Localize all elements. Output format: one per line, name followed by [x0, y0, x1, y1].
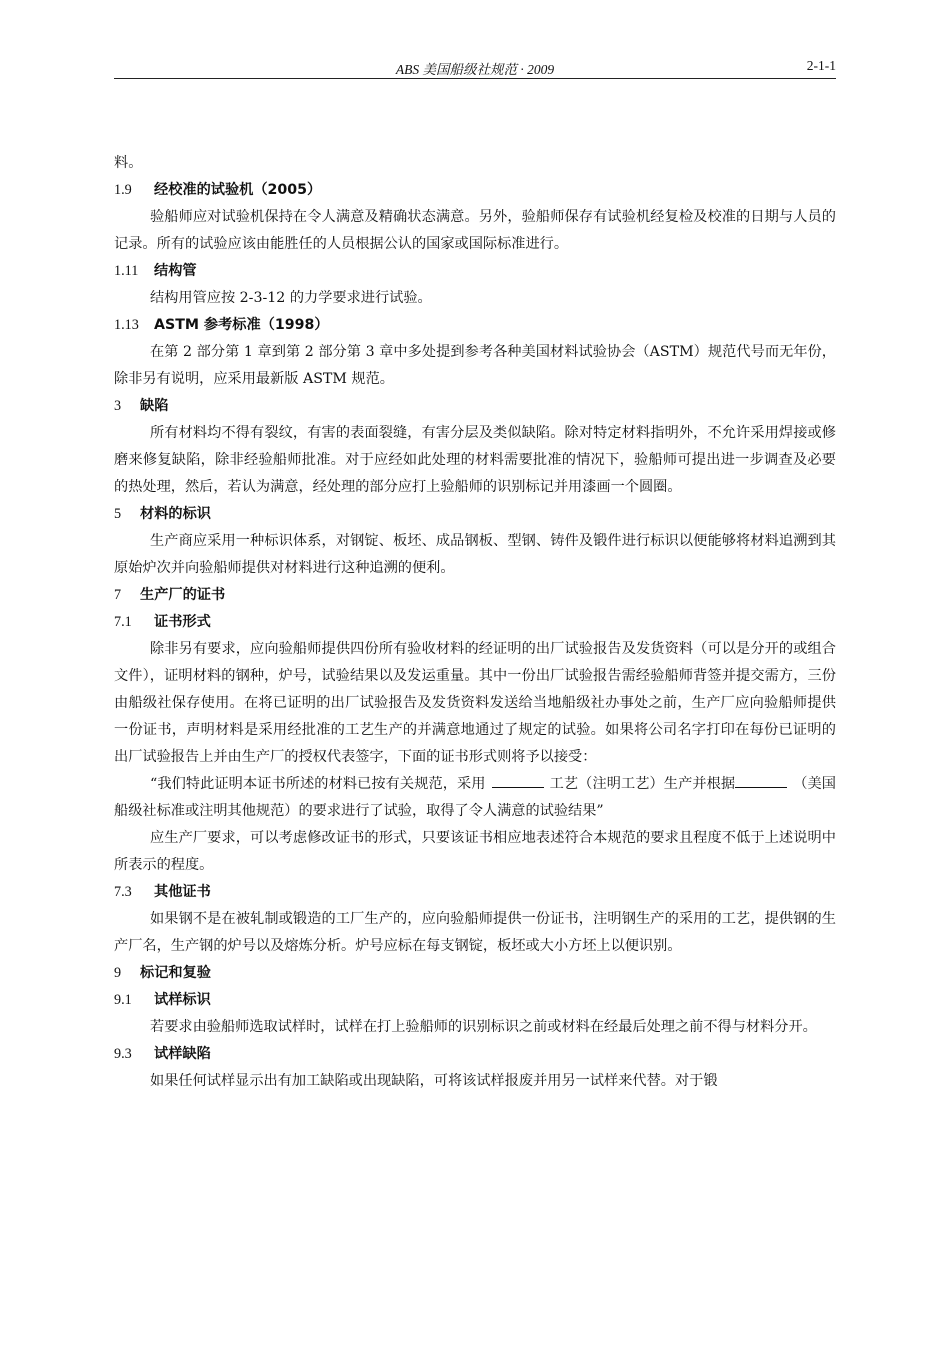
paragraph-5: 生产商应采用一种标识体系，对钢锭、板坯、成品钢板、型钢、铸件及锻件进行标识以便能够将材料追溯到其原始炉次并向验船师提供对材料进行这种追溯的便利。: [114, 533, 836, 576]
page-header: [114, 56, 836, 79]
header-title: ABS 美国船级社规范 · 2009: [395, 62, 555, 77]
paragraph-continuation: 料。: [114, 155, 143, 171]
section-heading-7: 7 生产厂的证书: [114, 587, 226, 603]
paragraph-3: 所有材料均不得有裂纹，有害的表面裂缝，有害分层及类似缺陷。除对特定材料指明外，不允许采用焊接或修磨来修复缺陷，除非经验船师批准。对于应经如此处理的材料需要批准的情况下，验船师可提出进一步调查及必要的热处理，然后，若认为满意，经处理的部分应打上验船师的识别标记并用漆画一个圆圈。: [114, 425, 836, 495]
section-heading-9-1: 9.1 试样标识: [114, 992, 211, 1008]
paragraph-1-9: 验船师应对试验机保持在令人满意及精确状态满意。另外，验船师保存有试验机经复检及校准的日期与人员的记录。所有的试验应该由能胜任的人员根据公认的国家或国际标准进行。: [114, 209, 836, 252]
document-body: [114, 150, 836, 1095]
section-heading-7-1: 7.1 证书形式: [114, 614, 211, 630]
paragraph-7-1: 除非另有要求，应向验船师提供四份所有验收材料的经证明的出厂试验报告及发货资料（可以是分开的或组合文件），证明材料的钢种，炉号，试验结果以及发运重量。其中一份出厂试验报告需经验船师背签并提交需方，三份由船级社保存使用。在将已证明的出厂试验报告及发货资料发送给当地船级社办事处之前，生产厂应向验船师提供一份证书，声明材料是采用经批准的工艺生产的并满意地通过了规定的试验。如果将公司名字打印在每份已证明的出厂试验报告上并由生产厂的授权代表签字，下面的证书形式则将予以接受：: [114, 641, 836, 765]
paragraph-9-1: 若要求由验船师选取试样时，试样在打上验船师的识别标识之前或材料在经最后处理之前不得与材料分开。: [150, 1019, 817, 1035]
section-heading-5: 5 材料的标识: [114, 506, 211, 522]
section-heading-1-11: 1.11 结构管: [114, 263, 197, 279]
paragraph-9-3: 如果任何试样显示出有加工缺陷或出现缺陷，可将该试样报废并用另一试样来代替。对于锻: [150, 1073, 718, 1089]
paragraph-7-1-b: 应生产厂要求，可以考虑修改证书的形式，只要该证书相应地表述符合本规范的要求且程度不低于上述说明中所表示的程度。: [114, 830, 836, 873]
page-number: 2-1-1: [806, 58, 836, 73]
section-heading-7-3: 7.3 其他证书: [114, 884, 211, 900]
certificate-quote: “我们特此证明本证书所述的材料已按有关规范，采用 工艺（注明工艺）生产并根据 （美国船级社标准或注明其他规范）的要求进行了试验，取得了令人满意的试验结果”: [114, 771, 836, 825]
paragraph-7-3: 如果钢不是在被轧制或锻造的工厂生产的，应向验船师提供一份证书，注明钢生产的采用的工艺，提供钢的生产厂名，生产钢的炉号以及熔炼分析。炉号应标在每支钢锭，板坯或大小方坯上以便识别。: [114, 911, 836, 954]
section-heading-3: 3 缺陷: [114, 398, 169, 414]
section-heading-1-9: 1.9 经校准的试验机（2005）: [114, 182, 322, 198]
paragraph-1-11: 结构用管应按 2-3-12 的力学要求进行试验。: [150, 290, 432, 306]
section-heading-9-3: 9.3 试样缺陷: [114, 1046, 211, 1062]
fill-in-blank: [735, 773, 787, 788]
section-heading-1-13: 1.13 ASTM 参考标准（1998）: [114, 317, 329, 333]
section-heading-9: 9 标记和复验: [114, 965, 211, 981]
fill-in-blank: [492, 773, 544, 788]
paragraph-1-13: 在第 2 部分第 1 章到第 2 部分第 3 章中多处提到参考各种美国材料试验协会（ASTM）规范代号而无年份，除非另有说明，应采用最新版 ASTM 规范。: [114, 344, 836, 387]
